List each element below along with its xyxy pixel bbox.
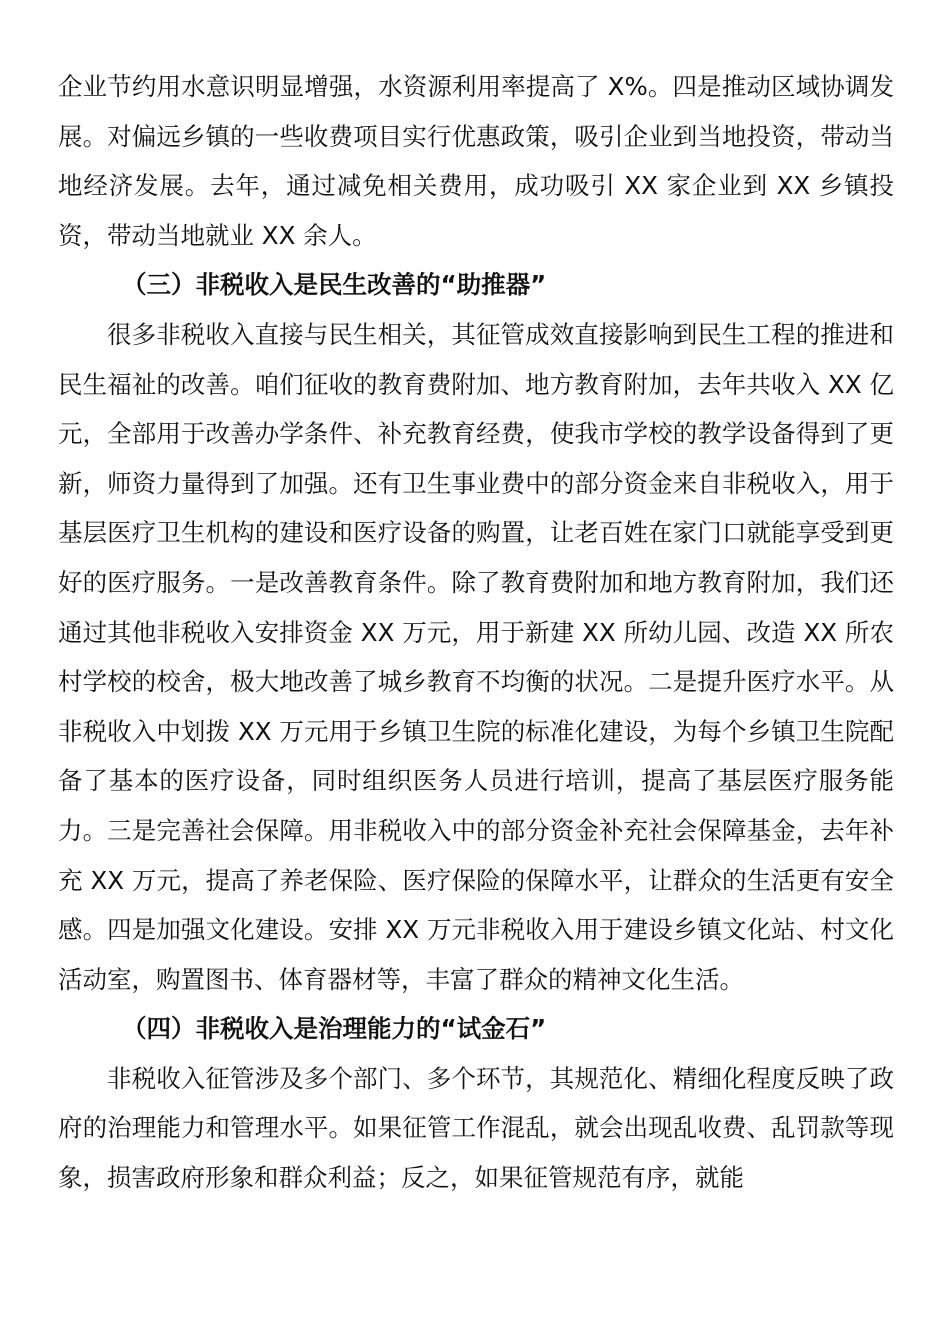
- body-paragraph-governance: 非税收入征管涉及多个部门、多个环节，其规范化、精细化程度反映了政府的治理能力和管理水平。如果征管工作混乱，就会出现乱收费、乱罚款等现象，损害政府形象和群众利益；反之，如果征管规范有序，就能: [58, 1063, 894, 1193]
- section-heading-4: （四）非税收入是治理能力的“试金石”: [122, 1014, 547, 1044]
- body-paragraph-continued: 企业节约用水意识明显增强，水资源利用率提高了 X%。四是推动区域协调发展。对偏远乡镇的一些收费项目实行优惠政策，吸引企业到当地投资，带动当地经济发展。去年，通过减免相关费用，成功吸引 XX 家企业到 XX 乡镇投资，带动当地就业 XX 余人。: [58, 72, 894, 250]
- document-page: [58, 62, 894, 1203]
- section-heading-3: （三）非税收入是民生改善的“助推器”: [122, 270, 547, 300]
- body-paragraph-livelihood: 很多非税收入直接与民生相关，其征管成效直接影响到民生工程的推进和民生福祉的改善。咱们征收的教育费附加、地方教育附加，去年共收入 XX 亿元，全部用于改善办学条件、补充教育经费，使我市学校的教学设备得到了更新，师资力量得到了加强。还有卫生事业费中的部分资金来自非税收入，用于基层医疗卫生机构的建设和医疗设备的购置，让老百姓在家门口就能享受到更好的医疗服务。一是改善教育条件。除了教育费附加和地方教育附加，我们还通过其他非税收入安排资金 XX 万元，用于新建 XX 所幼儿园、改造 XX 所农村学校的校舍，极大地改善了城乡教育不均衡的状况。二是提升医疗水平。从非税收入中划拨 XX 万元用于乡镇卫生院的标准化建设，为每个乡镇卫生院配备了基本的医疗设备，同时组织医务人员进行培训，提高了基层医疗服务能力。三是完善社会保障。用非税收入中的部分资金补充社会保障基金，去年补充 XX 万元，提高了养老保险、医疗保险的保障水平，让群众的生活更有安全感。四是加强文化建设。安排 XX 万元非税收入用于建设乡镇文化站、村文化活动室，购置图书、体育器材等，丰富了群众的精神文化生活。: [58, 319, 894, 994]
